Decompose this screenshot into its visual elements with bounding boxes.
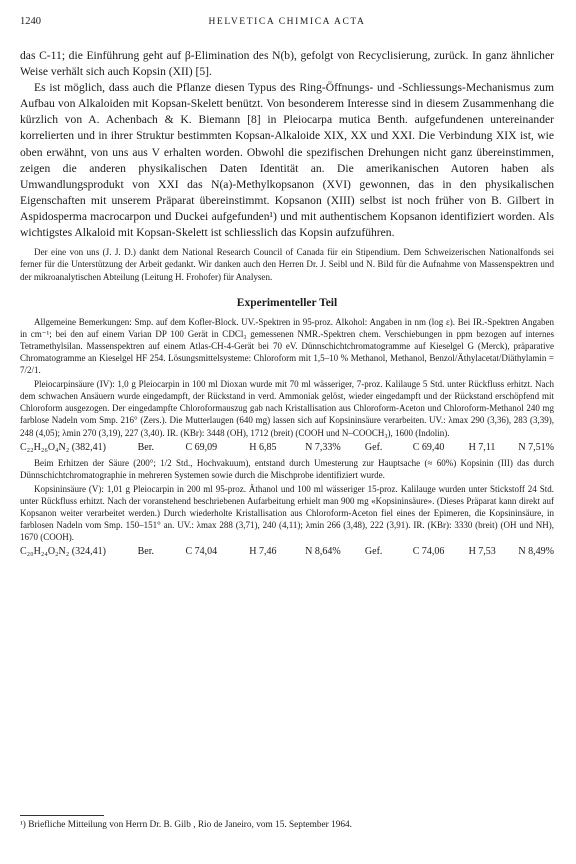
found-c: C 69,40 [412, 441, 445, 453]
found-h: H 7,11 [468, 441, 496, 453]
kopsininsaeure-paragraph: Kopsininsäure (V): 1,01 g Pleiocarpin in 200 ml 95-proz. Äthanol und 100 ml wässeriger 15-proz. Kalilauge wurden unter Stickstoff 24 Std. unter Rückfluss erhitzt. Nach der voranstehend beschriebenen Aufarbeitung erhielt man 900 mg «Kopsininsäure». (Dieses Präparat kann direkt auf Kopsanon weiter verarbeitet werden.) Durch wiederholte Kristallisation aus Chloroform-Aceton fiel eines der Epimeren, die Kopsininsäure, in farblosen Nadeln vom Smp. 150–151° an. UV.: λmax 288 (3,71), 240 (4,11); λmin 266 (3,48), 222 (3,91). IR. (KBr): 3330 (breit) (OH und NH), 1670 (COOH). [20, 483, 554, 543]
analysis-line-1 [20, 441, 554, 455]
general-remarks: Allgemeine Bemerkungen: Smp. auf dem Kofler-Block. UV.-Spektren in 95-proz. Alkohol: Angaben in nm (log ε). Bei IR.-Spektren Angaben in cm⁻¹; bei den auf einem Varian DP 100 Gerät in CDCl₃ gemessenen NMR.-Spektren chem. Verschiebungen in ppm bezogen auf internes Tetramethylsilan. Massenspektren auf einem Atlas-CH-4-Gerät bei 70 eV. Dünnschichtchromatogramme auf Kieselgel G (Merck), präparative Chromatogramme an Kieselgel HF 254. Lösungsmittelsysteme: Chloroform mit 1,5–10 % Methanol, Methanol, Benzol/Äthylacetat/Diäthylamin = 7/2/1. [20, 316, 554, 376]
found-c: C 74,06 [412, 546, 445, 558]
analysis-line-2 [20, 545, 554, 559]
footnote: ¹) Briefliche Mitteilung von Herrn Dr. B. Gilb , Rio de Janeiro, vom 15. September 1964. [20, 820, 352, 830]
calc-n: N 7,33% [305, 441, 341, 453]
gef-label: Gef. [364, 441, 383, 453]
footnote-rule [20, 815, 104, 816]
calc-h: H 7,46 [249, 546, 277, 558]
ber-label: Ber. [137, 441, 155, 453]
calc-h: H 6,85 [249, 441, 277, 453]
calc-n: N 8,64% [305, 546, 341, 558]
calc-c: C 74,04 [185, 546, 218, 558]
calc-c: C 69,09 [185, 441, 218, 453]
pleiocarpinsaeure-paragraph: Pleiocarpinsäure (IV): 1,0 g Pleiocarpin in 100 ml Dioxan wurde mit 70 ml wässeriger, 7-proz. Kalilauge 5 Std. unter Rückfluss erhitzt. Nach dem schwachen Ansäuern wurde eingedampft, der Rückstand in verd. Ammoniak gelöst, wieder eingedampft und der Rückstand erschöpfend mit Chloroform ausgezogen. Der eingedampfte Chloroformauszug gab nach Kristallisation aus Chloroform-Aceton und Chloroform-Methanol 240 mg farblose Nadeln vom Smp. 216° (Zers.). Die Mutterlaugen (640 mg) lassen sich auf Kopsininsäure verarbeiten. UV.: λmax 290 (3,36), 283 (3,39), 248 (4,05); λmin 270 (3,19), 227 (3,40). IR. (KBr): 3448 (OH), 1712 (breit) (COOH und N–COOCH₃), 1600 (Indolin). [20, 379, 554, 438]
body-text [20, 48, 554, 241]
acknowledgement-text: Der eine von uns (J. J. D.) dankt dem National Research Council of Canada für ein Stipendium. Dem Schweizerischen Nationalfonds sei ferner für die Unterstützung der Arbeit gedankt. Wir danken auch den Herren Dr. J. Seibl und N. Bild für die Aufnahme von Massenspektren und der mikroanalytischen Abteilung (Leitung H. Frohofer) für Analysen. [20, 247, 554, 282]
text-column [20, 48, 554, 561]
found-n: N 7,51% [518, 441, 554, 453]
found-h: H 7,53 [468, 546, 496, 558]
gef-label: Gef. [364, 546, 383, 558]
journal-name: HELVETICA CHIMICA ACTA [208, 17, 366, 27]
section-title: Experimenteller Teil [236, 296, 338, 309]
formula: C₂₂H₂₆O₄N₂ (382,41) [20, 441, 106, 453]
page-number: 1240 [20, 16, 41, 27]
heating-paragraph: Beim Erhitzen der Säure (200°; 1/2 Std., Hochvakuum), entstand durch Umesterung zur Hauptsache (≈ 60%) Kopsinin (III) das durch Dünnschichtchromatographie in mehreren Systemen sowie durch die Mischprobe identifiziert wurde. [20, 457, 554, 480]
experimental-section [20, 316, 554, 560]
paragraph-1: das C-11; die Einführung geht auf β-Elimination des N(b), gefolgt von Recyclisierung, zurück. In ganz ähnlicher Weise verhält sich auch Kopsin (XII) [5]. [20, 49, 554, 79]
ber-label: Ber. [137, 546, 155, 558]
acknowledgement [20, 246, 554, 283]
found-n: N 8,49% [518, 546, 554, 558]
running-header [20, 16, 554, 32]
formula: C₂₀H₂₄O₂N₂ (324,41) [20, 546, 106, 558]
paragraph-2: Es ist möglich, dass auch die Pflanze diesen Typus des Ring-Öffnungs- und -Schliessungs-Mechanismus zum Aufbau von Alkaloiden mit Kopsan-Skelett benützt. Von besonderem Interesse sind in diesem Zusammenhang die kürzlich von A. Achenbach & K. Biemann [8] in Pleiocarpa mutica Benth. aufgefundenen untereinander korrelierten und in ihrer Struktur bestimmten Kopsan-Alkaloide XIX, XX und XXI. Die Verbindung XIX ist, wie oben erwähnt, von uns aus V erhalten worden. Obwohl die spezifischen Drehungen nicht ganz übereinstimmen, zeigen die anderen physikalischen Daten Identität an. Die amerikanischen Autoren haben als Umwandlungsprodukt von XXI das N(a)-Methylkopsanon (XVI) gewonnen, das in den physikalischen Eigenschaften mit unserem Präparat übereinstimmt. Kopsanon (XIII) selbst ist noch früher von B. Gilbert in Aspidosperma macrocarpon und Duckei aufgefunden¹) und mit authentischem Kopsanon identifiziert worden. Als wichtigstes Alkaloid mit Kopsan-Skelett ist schliesslich das Kopsin aufzuführen. [20, 81, 554, 240]
